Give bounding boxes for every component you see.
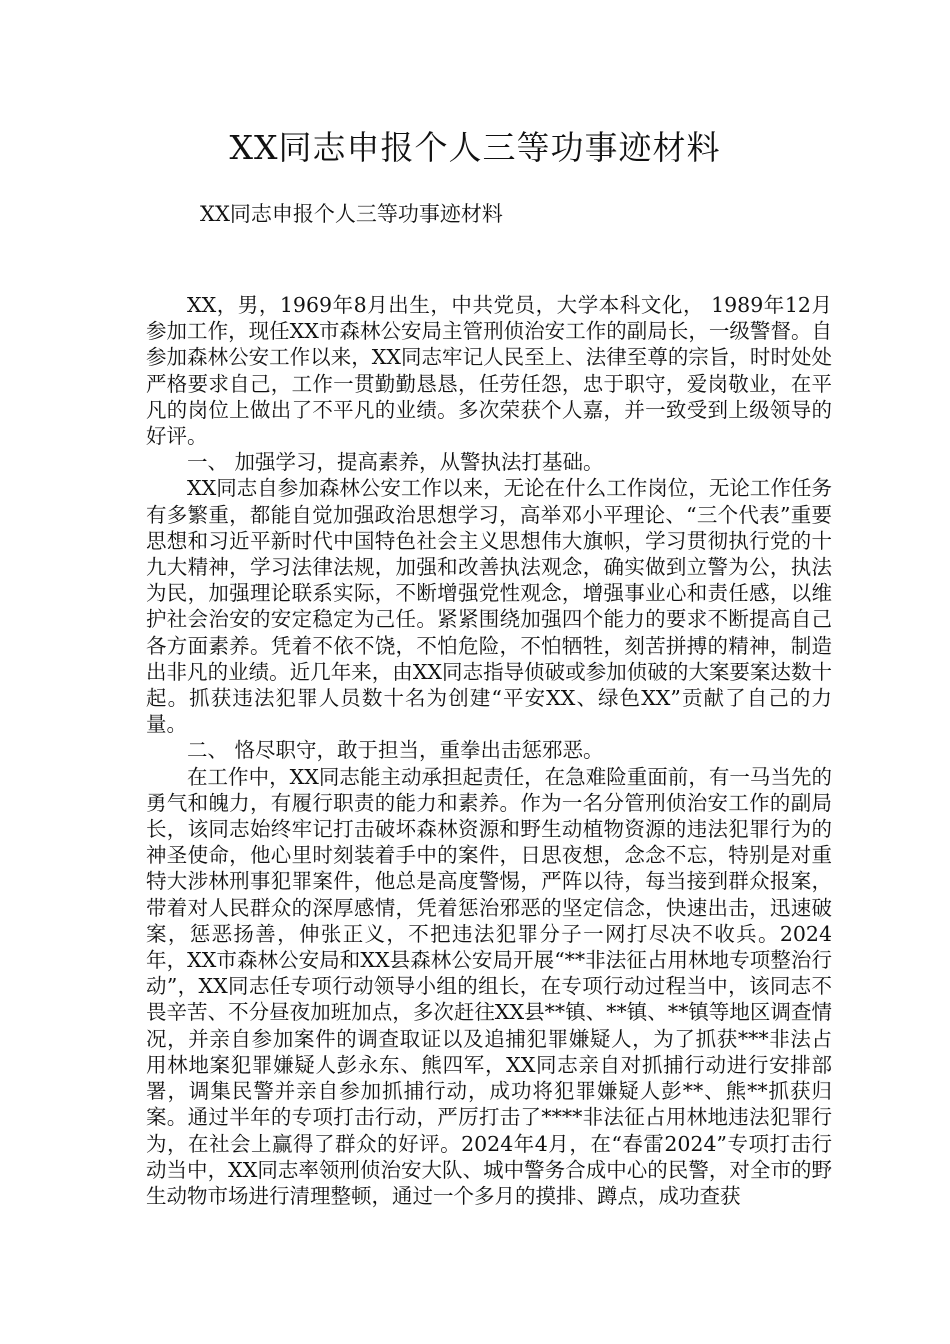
paragraph-section-2: 在工作中，XX同志能主动承担起责任，在急难险重面前，有一马当先的勇气和魄力，有履行职责的能力和素养。作为一名分管刑侦治安工作的副局长，该同志始终牢记打击破坏森林资源和野生动植物资源的违法犯罪行为的神圣使命，他心里时刻装着手中的案件，日思夜想，念念不忘，特别是对重特大涉林刑事犯罪案件，他总是高度警惕，严阵以待，每当接到群众报案，带着对人民群众的深厚感情，凭着惩治邪恶的坚定信念，快速出击，迅速破案，惩恶扬善，伸张正义，不把违法犯罪分子一网打尽决不收兵。2024年，XX市森林公安局和XX县森林公安局开展“**非法征占用林地专项整治行动”，XX同志任专项行动领导小组的组长，在专项行动过程当中，该同志不畏辛苦、不分昼夜加班加点，多次赶往XX县**镇、**镇、**镇等地区调查情况，并亲自参加案件的调查取证以及追捕犯罪嫌疑人，为了抓获***非法占用林地案犯罪嫌疑人彭永东、熊四军，XX同志亲自对抓捕行动进行安排部署，调集民警并亲自参加抓捕行动，成功将犯罪嫌疑人彭**、熊**抓获归案。通过半年的专项打击行动，严厉打击了****非法征占用林地违法犯罪行为，在社会上赢得了群众的好评。2024年4月，在“春雷2024”专项打击行动当中，XX同志率领刑侦治安大队、城中警务合成中心的民警，对全市的野生动物市场进行清理整顿，通过一个多月的摸排、蹲点，成功查获 (146, 764, 832, 1208)
document-title: XX同志申报个人三等功事迹材料 (229, 128, 721, 167)
paragraph-intro: XX，男，1969年8月出生，中共党员，大学本科文化， 1989年12月参加工作，现任XX市森林公安局主管刑侦治安工作的副局长，一级警督。自参加森林公安工作以来，XX同志牢记人民至上、法律至尊的宗旨，时时处处严格要求自己，工作一贯勤勤恳恳，任劳任怨，忠于职守，爱岗敬业，在平凡的岗位上做出了不平凡的业绩。多次荣获个人嘉，并一致受到上级领导的好评。 (146, 293, 832, 449)
section-heading-2: 二、 恪尽职守，敢于担当，重拳出击惩邪恶。 (187, 738, 604, 763)
document-subtitle: XX同志申报个人三等功事迹材料 (200, 202, 503, 226)
document-body (146, 292, 832, 1209)
section-heading-1: 一、 加强学习，提高素养，从警执法打基础。 (187, 450, 604, 475)
paragraph-section-1: XX同志自参加森林公安工作以来，无论在什么工作岗位，无论工作任务有多繁重，都能自觉加强政治思想学习，高举邓小平理论、“三个代表”重要思想和习近平新时代中国特色社会主义思想伟大旗帜，学习贯彻执行党的十九大精神，学习法律法规，加强和改善执法观念，确实做到立警为公，执法为民，加强理论联系实际，不断增强党性观念，增强事业心和责任感，以维护社会治安的安定稳定为己任。紧紧围绕加强四个能力的要求不断提高自己各方面素养。凭着不依不饶，不怕危险，不怕牺牲，刻苦拼搏的精神，制造出非凡的业绩。近几年来，由XX同志指导侦破或参加侦破的大案要案达数十起。抓获违法犯罪人员数十名为创建“平安XX、绿色XX”贡献了自己的力量。 (146, 476, 832, 737)
